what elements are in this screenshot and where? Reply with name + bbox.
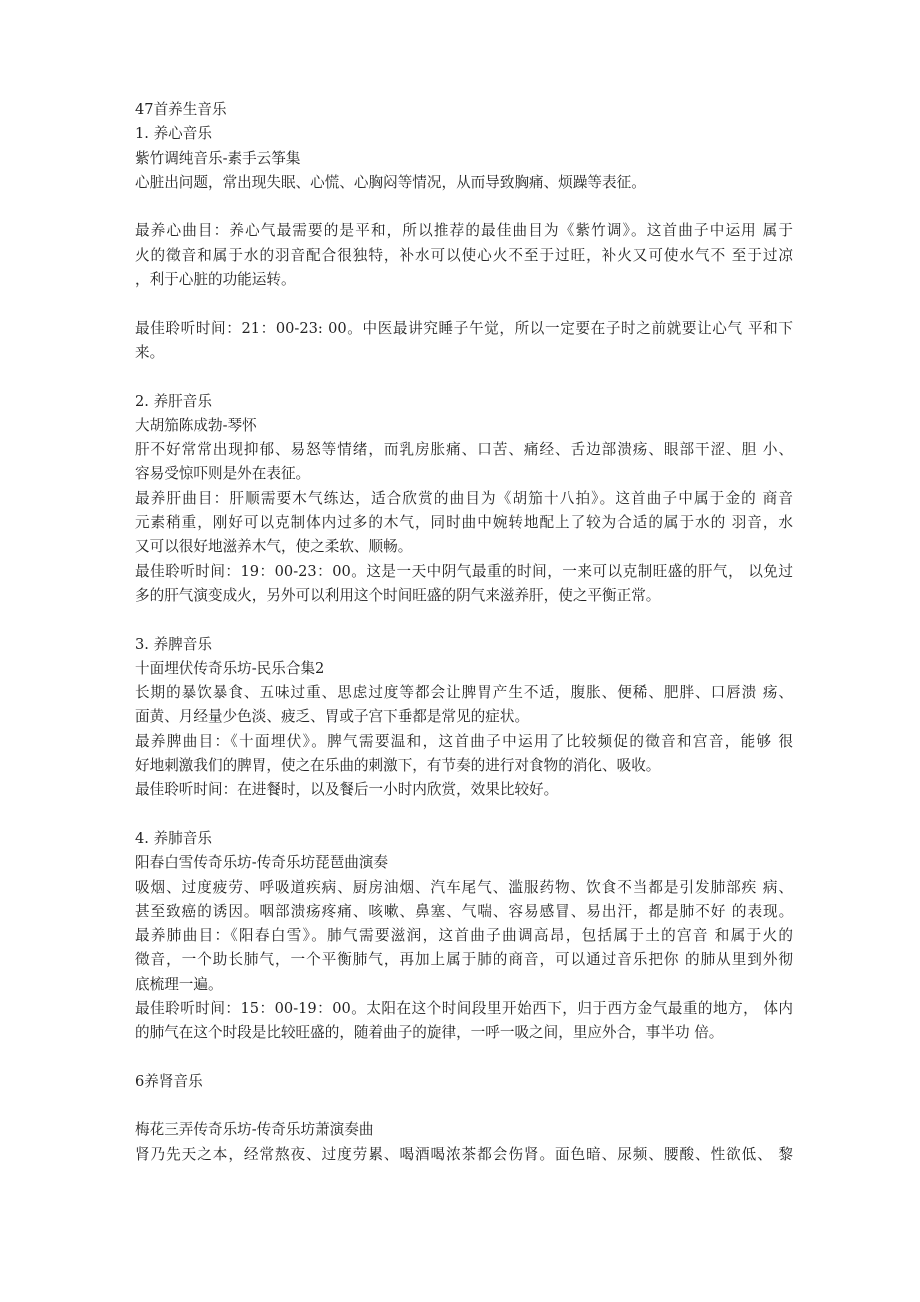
track-name: 梅花三弄传奇乐坊-传奇乐坊萧演奏曲 xyxy=(135,1121,374,1139)
symptoms-text: 容易受惊吓则是外在表征。 xyxy=(135,465,311,483)
listening-time-text: 最佳聆听时间：在进餐时，以及餐后一小时内欣赏，效果比较好。 xyxy=(135,781,559,799)
document-title: 47首养生音乐 xyxy=(135,101,227,118)
symptoms-text: 甚至致癌的诱因。咽部溃疡疼痛、咳嗽、鼻塞、气喘、容易感冒、易出汗，都是肺不好 的表现。 xyxy=(135,902,793,920)
listening-time-text: 的肺气在这个时段是比较旺盛的，随着曲子的旋律，一呼一吸之间，里应外合，事半功 倍。 xyxy=(135,1024,724,1042)
recommend-text: 元素稍重，刚好可以克制体内过多的木气，同时曲中婉转地配上了较为合适的属于水的 羽音，水 xyxy=(135,514,793,532)
section-heading: 3. 养脾音乐 xyxy=(135,635,212,653)
symptoms-text: 肾乃先天之本，经常熬夜、过度劳累、喝酒喝浓茶都会伤肾。面色暗、尿频、腰酸、性欲低、 黎 xyxy=(135,1145,793,1163)
track-name: 大胡笳陈成勃-琴怀 xyxy=(135,416,257,434)
track-name: 十面埋伏传奇乐坊-民乐合集2 xyxy=(135,659,325,677)
recommend-text: 最养脾曲目：《十面埋伏》。脾气需要温和，这首曲子中运用了比较频促的徵音和宫音，能够 很 xyxy=(135,732,793,750)
recommend-text: 又可以很好地滋养木气，使之柔软、顺畅。 xyxy=(135,538,413,556)
symptoms-text: 长期的暴饮暴食、五味过重、思虑过度等都会让脾胃产生不适，腹胀、便稀、肥胖、口唇溃 疡、 xyxy=(135,684,793,702)
section-heading: 6养肾音乐 xyxy=(135,1072,203,1090)
recommend-text: 最养肺曲目：《阳春白雪》。肺气需要滋润，这首曲子曲调高昂，包括属于土的宫音 和属于火的 xyxy=(135,927,793,945)
recommend-text: 徵音，一个助长肺气，一个平衡肺气，再加上属于肺的商音，可以通过音乐把你 的肺从里到外彻 xyxy=(135,951,793,969)
listening-time-text: 来。 xyxy=(135,343,165,361)
listening-time-text: 最佳聆听时间：15：00-19：00。太阳在这个时间段里开始西下，归于西方金气最重的地方， 体内 xyxy=(135,999,793,1017)
recommend-text: 火的徵音和属于水的羽音配合很独特，补水可以使心火不至于过旺，补火又可使水气不 至于过凉 xyxy=(135,246,793,264)
recommend-text: 最养心曲目：养心气最需要的是平和，所以推荐的最佳曲目为《紫竹调》。这首曲子中运用 属于 xyxy=(135,222,793,240)
track-name: 紫竹调纯音乐-素手云筝集 xyxy=(135,149,301,167)
recommend-text: 最养肝曲目：肝顺需要木气练达，适合欣赏的曲目为《胡笳十八拍》。这首曲子中属于金的 商音 xyxy=(135,489,793,507)
section-heading: 4. 养肺音乐 xyxy=(135,829,212,847)
symptoms-text: 心脏出问题，常出现失眠、心慌、心胸闷等情况，从而导致胸痛、烦躁等表征。 xyxy=(135,173,646,191)
recommend-text: ，利于心脏的功能运转。 xyxy=(135,271,296,289)
listening-time-text: 多的肝气演变成火，另外可以利用这个时间旺盛的阴气来滋养肝，使之平衡正常。 xyxy=(135,586,661,604)
document-page xyxy=(135,98,793,1167)
listening-time-text: 最佳聆听时间：19：00-23：00。这是一天中阴气最重的时间，一来可以克制旺盛的肝气， 以免过 xyxy=(135,562,793,580)
section-heading: 2. 养肝音乐 xyxy=(135,392,212,410)
track-name: 阳春白雪传奇乐坊-传奇乐坊琵琶曲演奏 xyxy=(135,854,389,872)
section-heading: 1. 养心音乐 xyxy=(135,125,212,143)
recommend-text: 好地刺激我们的脾胃，使之在乐曲的刺激下，有节奏的进行对食物的消化、吸收。 xyxy=(135,757,661,775)
symptoms-text: 面黄、月经量少色淡、疲乏、胃或子宫下垂都是常见的症状。 xyxy=(135,708,530,726)
recommend-text: 底梳理一遍。 xyxy=(135,975,223,993)
symptoms-text: 肝不好常常出现抑郁、易怒等情绪，而乳房胀痛、口苦、痛经、舌边部溃疡、眼部干涩、胆 小、 xyxy=(135,441,793,459)
listening-time-text: 最佳聆听时间：21：00-23: 00。中医最讲究睡子午觉，所以一定要在子时之前就要让心气 平和下 xyxy=(135,319,793,337)
symptoms-text: 吸烟、过度疲劳、呼吸道疾病、厨房油烟、汽车尾气、滥服药物、饮食不当都是引发肺部疾 病、 xyxy=(135,878,793,896)
